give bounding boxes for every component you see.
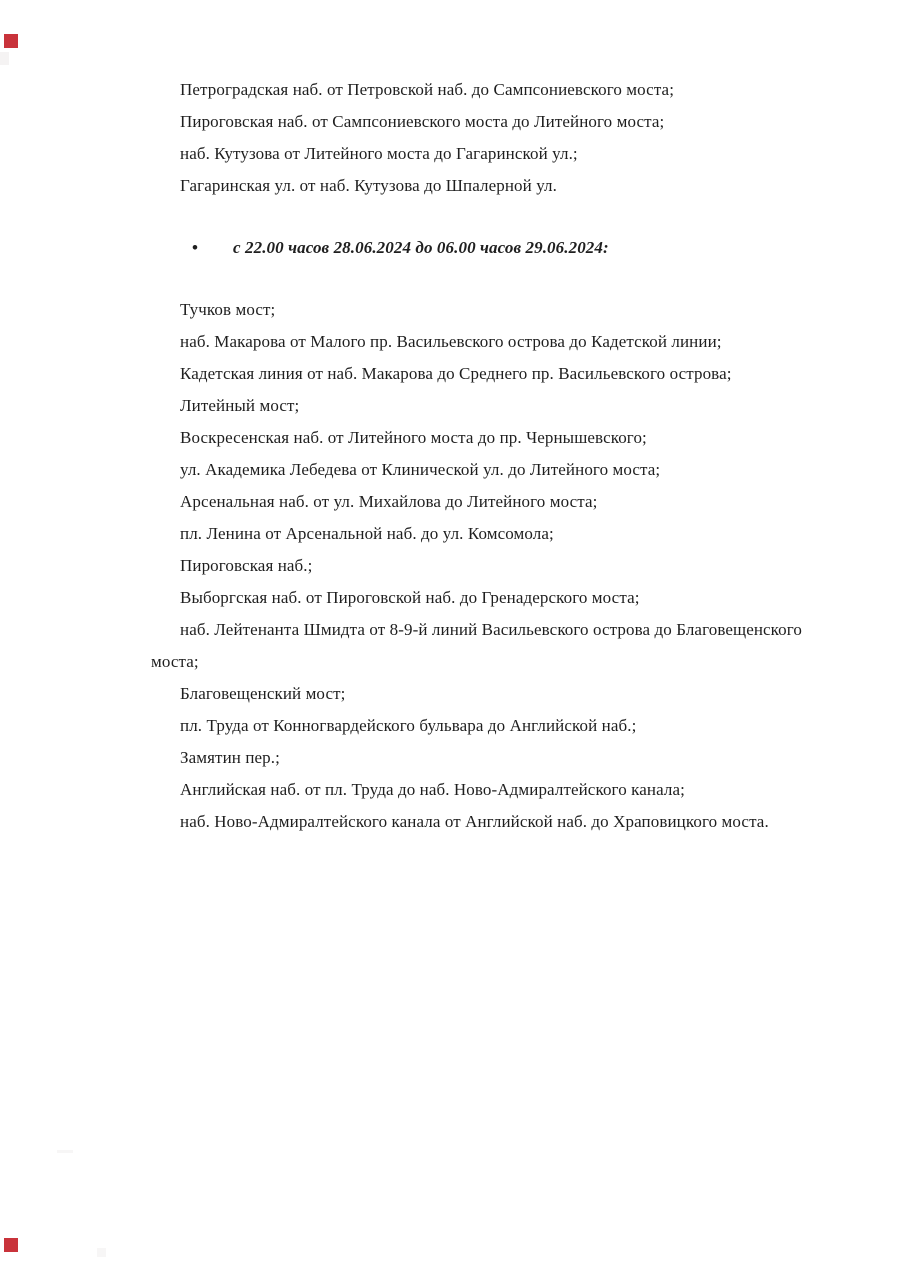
closure-item: Воскресенская наб. от Литейного моста до пр. Чернышевского; xyxy=(180,428,647,447)
closure-item: Выборгская наб. от Пироговской наб. до Гренадерского моста; xyxy=(180,588,640,607)
closure-item: Арсенальная наб. от ул. Михайлова до Литейного моста; xyxy=(180,492,598,511)
intro-line: Петроградская наб. от Петровской наб. до Сампсониевского моста; xyxy=(180,80,675,99)
closure-item: Английская наб. от пл. Труда до наб. Ново-Адмиралтейского канала; xyxy=(180,780,685,799)
closure-item: наб. Лейтенанта Шмидта от 8-9-й линий Васильевского острова до Благовещенского моста; xyxy=(151,620,803,671)
intro-line: Гагаринская ул. от наб. Кутузова до Шпалерной ул. xyxy=(180,176,557,195)
bullet-icon: • xyxy=(192,238,199,257)
closure-item: Тучков мост; xyxy=(180,300,276,319)
intro-line: наб. Кутузова от Литейного моста до Гагаринской ул.; xyxy=(180,144,578,163)
paragraph-gap xyxy=(151,202,851,232)
closure-item: Литейный мост; xyxy=(180,396,300,415)
closure-item: пл. Труда от Конногвардейского бульвара до Английской наб.; xyxy=(180,716,637,735)
scan-artifact xyxy=(57,1150,73,1153)
closure-item: наб. Макарова от Малого пр. Васильевского острова до Кадетской линии; xyxy=(180,332,722,351)
document-text-block xyxy=(151,74,851,838)
closure-item: Замятин пер.; xyxy=(180,748,280,767)
closure-item: Пироговская наб.; xyxy=(180,556,313,575)
scan-artifact xyxy=(97,1248,106,1257)
time-bullet-label: с 22.00 часов 28.06.2024 до 06.00 часов 29.06.2024: xyxy=(233,238,609,257)
closure-item: Кадетская линия от наб. Макарова до Среднего пр. Васильевского острова; xyxy=(180,364,732,383)
paragraph-gap xyxy=(151,264,851,294)
closure-item: наб. Ново-Адмиралтейского канала от Английской наб. до Храповицкого моста. xyxy=(180,812,769,831)
closure-item: ул. Академика Лебедева от Клинической ул. до Литейного моста; xyxy=(180,460,661,479)
red-corner-marker-top xyxy=(4,34,18,48)
closure-item: пл. Ленина от Арсенальной наб. до ул. Комсомола; xyxy=(180,524,554,543)
time-bullet-line xyxy=(151,232,851,264)
intro-line: Пироговская наб. от Сампсониевского моста до Литейного моста; xyxy=(180,112,665,131)
closure-item: Благовещенский мост; xyxy=(180,684,346,703)
scan-artifact xyxy=(0,52,9,65)
red-corner-marker-bottom xyxy=(4,1238,18,1252)
